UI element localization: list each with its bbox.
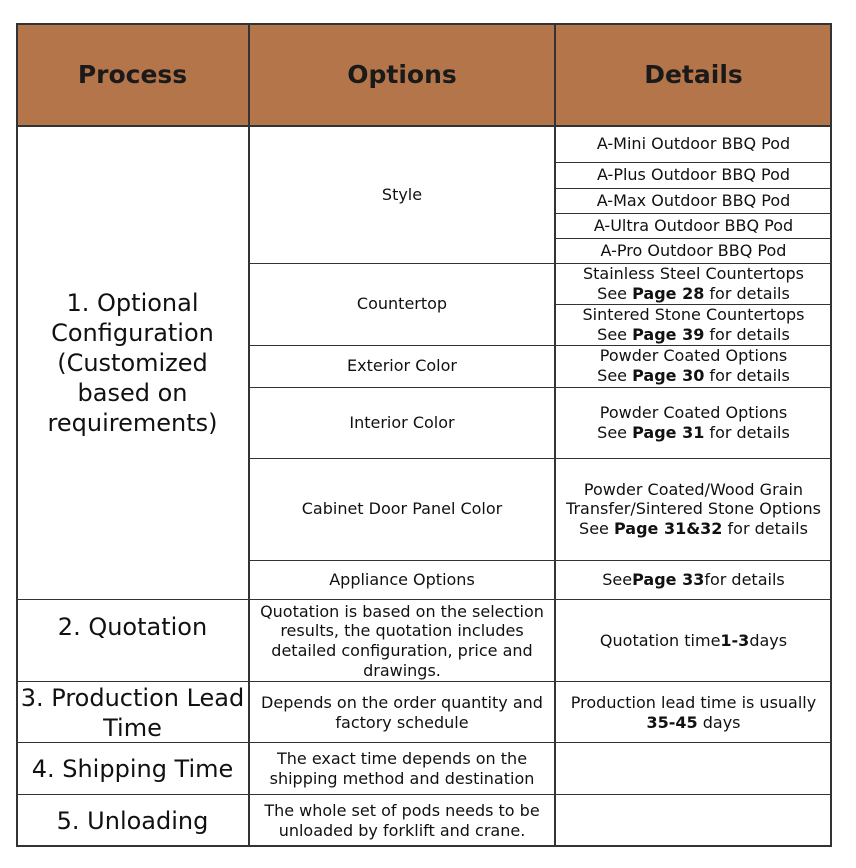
- detail-a-ultra: A-Ultra Outdoor BBQ Pod: [593, 215, 794, 235]
- detail-quotation: Quotation time 1-3 days: [599, 631, 788, 651]
- option-exterior-color: Exterior Color: [347, 356, 457, 376]
- process-optional-configuration: 1. Optional Configuration (Customized based on requirements): [47, 289, 218, 437]
- detail-exterior-color: Powder Coated Options See Page 30 for details: [597, 346, 790, 385]
- header-divider: [16, 125, 832, 127]
- process-quotation: 2. Quotation: [57, 613, 208, 641]
- col-divider-1: [248, 23, 250, 847]
- option-unloading: The whole set of pods needs to be unloaded by forklift and crane.: [264, 801, 540, 840]
- header-options: Options: [249, 23, 555, 126]
- border-top: [16, 23, 832, 25]
- row-divider-quotation: [16, 599, 832, 600]
- header-process: Process: [16, 23, 249, 126]
- opt-divider-countertop: [249, 263, 832, 264]
- detail-sintered-stone-countertops: Sintered Stone Countertops See Page 39 for details: [582, 304, 805, 344]
- detail-divider-1: [555, 162, 832, 163]
- border-right: [830, 23, 832, 847]
- row-divider-unloading: [16, 794, 832, 795]
- detail-divider-3: [555, 213, 832, 214]
- border-left: [16, 23, 18, 847]
- opt-divider-cabinet: [249, 458, 832, 459]
- option-quotation: Quotation is based on the selection results, the quotation includes detailed configuration, price and drawings.: [260, 601, 544, 680]
- configuration-table: [16, 23, 832, 847]
- process-production-lead-time: 3. Production Lead Time: [20, 683, 245, 742]
- detail-cabinet-door-panel-color: Powder Coated/Wood Grain Transfer/Sintered Stone Options See Page 31&32 for details: [566, 479, 821, 538]
- option-appliance-options: Appliance Options: [329, 570, 475, 590]
- detail-a-plus: A-Plus Outdoor BBQ Pod: [596, 165, 791, 185]
- option-production-lead-time: Depends on the order quantity and factory schedule: [261, 692, 543, 732]
- detail-production-lead-time: Production lead time is usually 35-45 days: [570, 692, 817, 732]
- opt-divider-exterior: [249, 345, 832, 346]
- row-divider-production: [16, 681, 832, 682]
- process-shipping-time: 4. Shipping Time: [31, 755, 234, 783]
- opt-divider-appliance: [249, 560, 832, 561]
- option-style: Style: [381, 184, 423, 204]
- detail-shipping-time: [555, 743, 832, 795]
- detail-a-max: A-Max Outdoor BBQ Pod: [596, 190, 791, 210]
- opt-divider-interior: [249, 387, 832, 388]
- col-divider-2: [554, 23, 556, 847]
- detail-a-mini: A-Mini Outdoor BBQ Pod: [596, 134, 791, 154]
- detail-interior-color: Powder Coated Options See Page 31 for details: [597, 402, 790, 442]
- border-bottom: [16, 845, 832, 847]
- detail-unloading: [555, 795, 832, 847]
- detail-divider-4: [555, 238, 832, 239]
- detail-a-pro: A-Pro Outdoor BBQ Pod: [600, 240, 787, 260]
- header-details: Details: [555, 23, 832, 126]
- detail-divider-5: [555, 304, 832, 305]
- detail-appliance-options: See Page 33 for details: [602, 570, 785, 590]
- option-cabinet-door-panel-color: Cabinet Door Panel Color: [301, 499, 503, 519]
- detail-stainless-steel-countertops: Stainless Steel Countertops See Page 28 for details: [582, 263, 804, 303]
- detail-divider-2: [555, 188, 832, 189]
- row-divider-shipping: [16, 742, 832, 743]
- option-interior-color: Interior Color: [349, 412, 455, 432]
- process-unloading: 5. Unloading: [56, 807, 209, 835]
- option-shipping-time: The exact time depends on the shipping method and destination: [269, 749, 535, 788]
- option-countertop: Countertop: [356, 294, 448, 314]
